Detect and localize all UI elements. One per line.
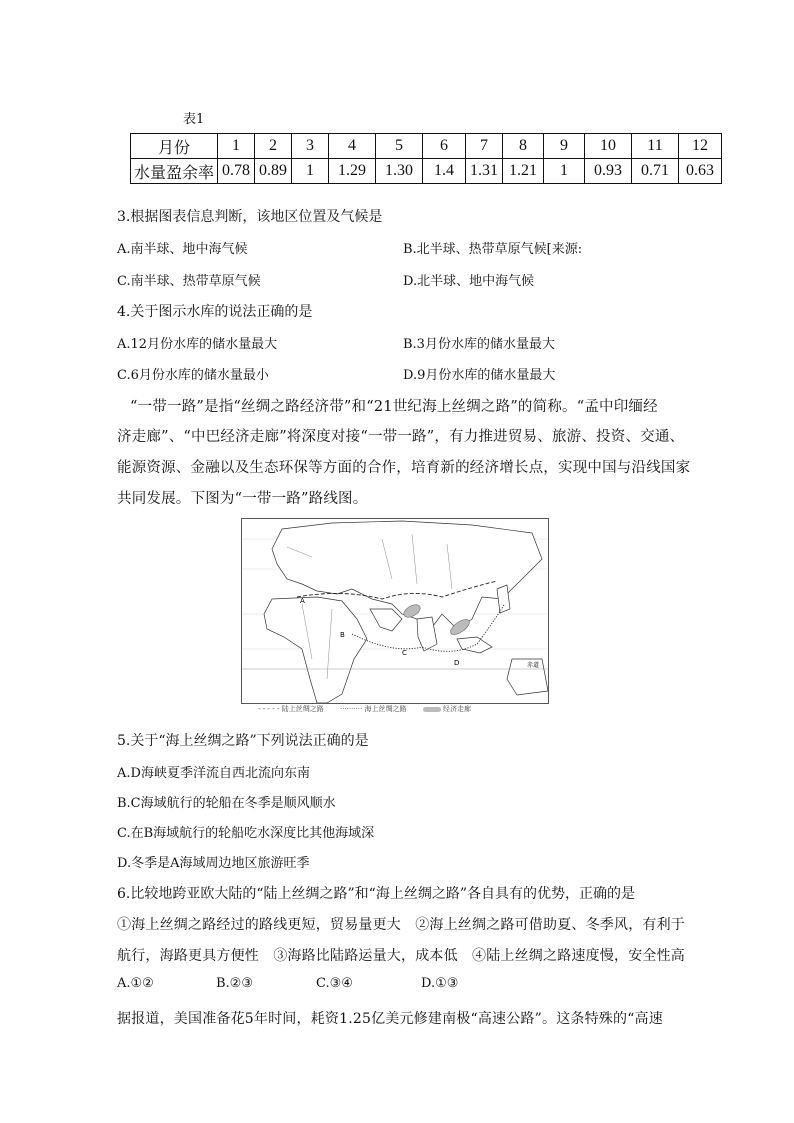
legend-dotted-icon: ·········· [340,705,363,713]
passage-line: 共同发展。下图为“一带一路”路线图。 [117,491,368,507]
q6-statement-line: ①海上丝绸之路经过的路线更短，贸易量更大 ②海上丝绸之路可借助夏、冬季风，有利于 [117,917,685,933]
q4-option-c: C.6月份水库的储水量最小 [117,368,269,383]
q4-option-a: A.12月份水库的储水量最大 [117,337,278,352]
map-label-d: D [454,659,460,667]
map-label-b: B [340,631,345,639]
table-cell: 0.63 [679,159,722,184]
table-cell: 5 [376,134,423,159]
map-graphic [242,519,548,703]
table-cell: 0.78 [218,159,255,184]
table-cell: 11 [632,134,679,159]
question-5-stem: 5.关于“海上丝绸之路”下列说法正确的是 [117,733,369,749]
table-cell: 2 [255,134,292,159]
question-3-stem: 3.根据图表信息判断，该地区位置及气候是 [117,209,383,225]
legend-land-route: 陆上丝绸之路 [281,705,324,713]
map-label-c: C [402,649,407,657]
q5-option-c: C.在B海域航行的轮船吃水深度比其他海域深 [117,826,375,841]
table-row [131,134,722,159]
passage-line: 济走廊”、“中巴经济走廊”将深度对接“一带一路”，有力推进贸易、旅游、投资、交通、 [117,429,685,445]
table-cell: 4 [329,134,376,159]
table-cell: 10 [585,134,632,159]
table-cell: 0.93 [585,159,632,184]
legend-corridor-icon [423,707,441,712]
table-cell: 1.21 [503,159,544,184]
q6-option-b: B.②③ [216,976,253,991]
q6-option-c: C.③④ [316,976,353,991]
legend-corridor: 经济走廊 [442,705,471,713]
table-cell: 6 [423,134,466,159]
passage-line: 能源资源、金融以及生态环保等方面的合作，培育新的经济增长点，实现中国与沿线国家 [117,460,691,476]
table-cell: 1 [218,134,255,159]
q6-statement-line: 航行，海路更具方便性 ③海路比陆路运量大，成本低 ④陆上丝绸之路速度慢，安全性高 [117,948,685,964]
q6-option-d: D.①③ [421,976,459,991]
belt-and-road-map [241,518,549,704]
tail-paragraph: 据报道，美国准备花5年时间，耗资1.25亿美元修建南极“高速公路”。这条特殊的“高速 [117,1011,663,1027]
water-surplus-table [130,133,722,184]
equator-label: 赤道 [527,662,540,669]
q6-option-a: A.①② [117,976,154,991]
table-caption: 表1 [183,112,205,127]
table-header-cell: 月份 [131,134,218,159]
question-6-stem: 6.比较地跨亚欧大陆的“陆上丝绸之路”和“海上丝绸之路”各自具有的优势，正确的是 [117,886,635,902]
table-cell: 1.29 [329,159,376,184]
table-cell: 0.71 [632,159,679,184]
map-label-a: A [300,597,305,605]
question-4-stem: 4.关于图示水库的说法正确的是 [117,304,313,320]
table-cell: 8 [503,134,544,159]
q3-option-d: D.北半球、地中海气候 [403,274,535,289]
legend-line-icon: - - - - - [258,705,280,713]
q5-option-a: A.D海峡夏季洋流自西北流向东南 [117,766,310,781]
passage-line: “一带一路”是指“丝绸之路经济带”和“21世纪海上丝绸之路”的简称。“孟中印缅经 [130,399,658,415]
table-cell: 1.31 [466,159,503,184]
table-cell: 1 [544,159,585,184]
table-cell: 12 [679,134,722,159]
q3-option-c: C.南半球、热带草原气候 [117,274,261,289]
table-cell: 0.89 [255,159,292,184]
q5-option-d: D.冬季是A海域周边地区旅游旺季 [117,856,310,871]
table-cell: 1.30 [376,159,423,184]
q5-option-b: B.C海域航行的轮船在冬季是顺风顺水 [117,796,336,811]
table-cell: 1 [292,159,329,184]
table-cell: 7 [466,134,503,159]
map-legend [258,704,471,714]
table-header-cell: 水量盈余率 [131,159,218,184]
q4-option-d: D.9月份水库的储水量最大 [403,368,556,383]
table-cell: 9 [544,134,585,159]
q3-option-b: B.北半球、热带草原气候[来源: [403,242,583,257]
table-row [131,159,722,184]
table-cell: 3 [292,134,329,159]
q3-option-a: A.南半球、地中海气候 [117,242,248,257]
legend-sea-route: 海上丝绸之路 [364,705,407,713]
table-cell: 1.4 [423,159,466,184]
q4-option-b: B.3月份水库的储水量最大 [403,337,555,352]
